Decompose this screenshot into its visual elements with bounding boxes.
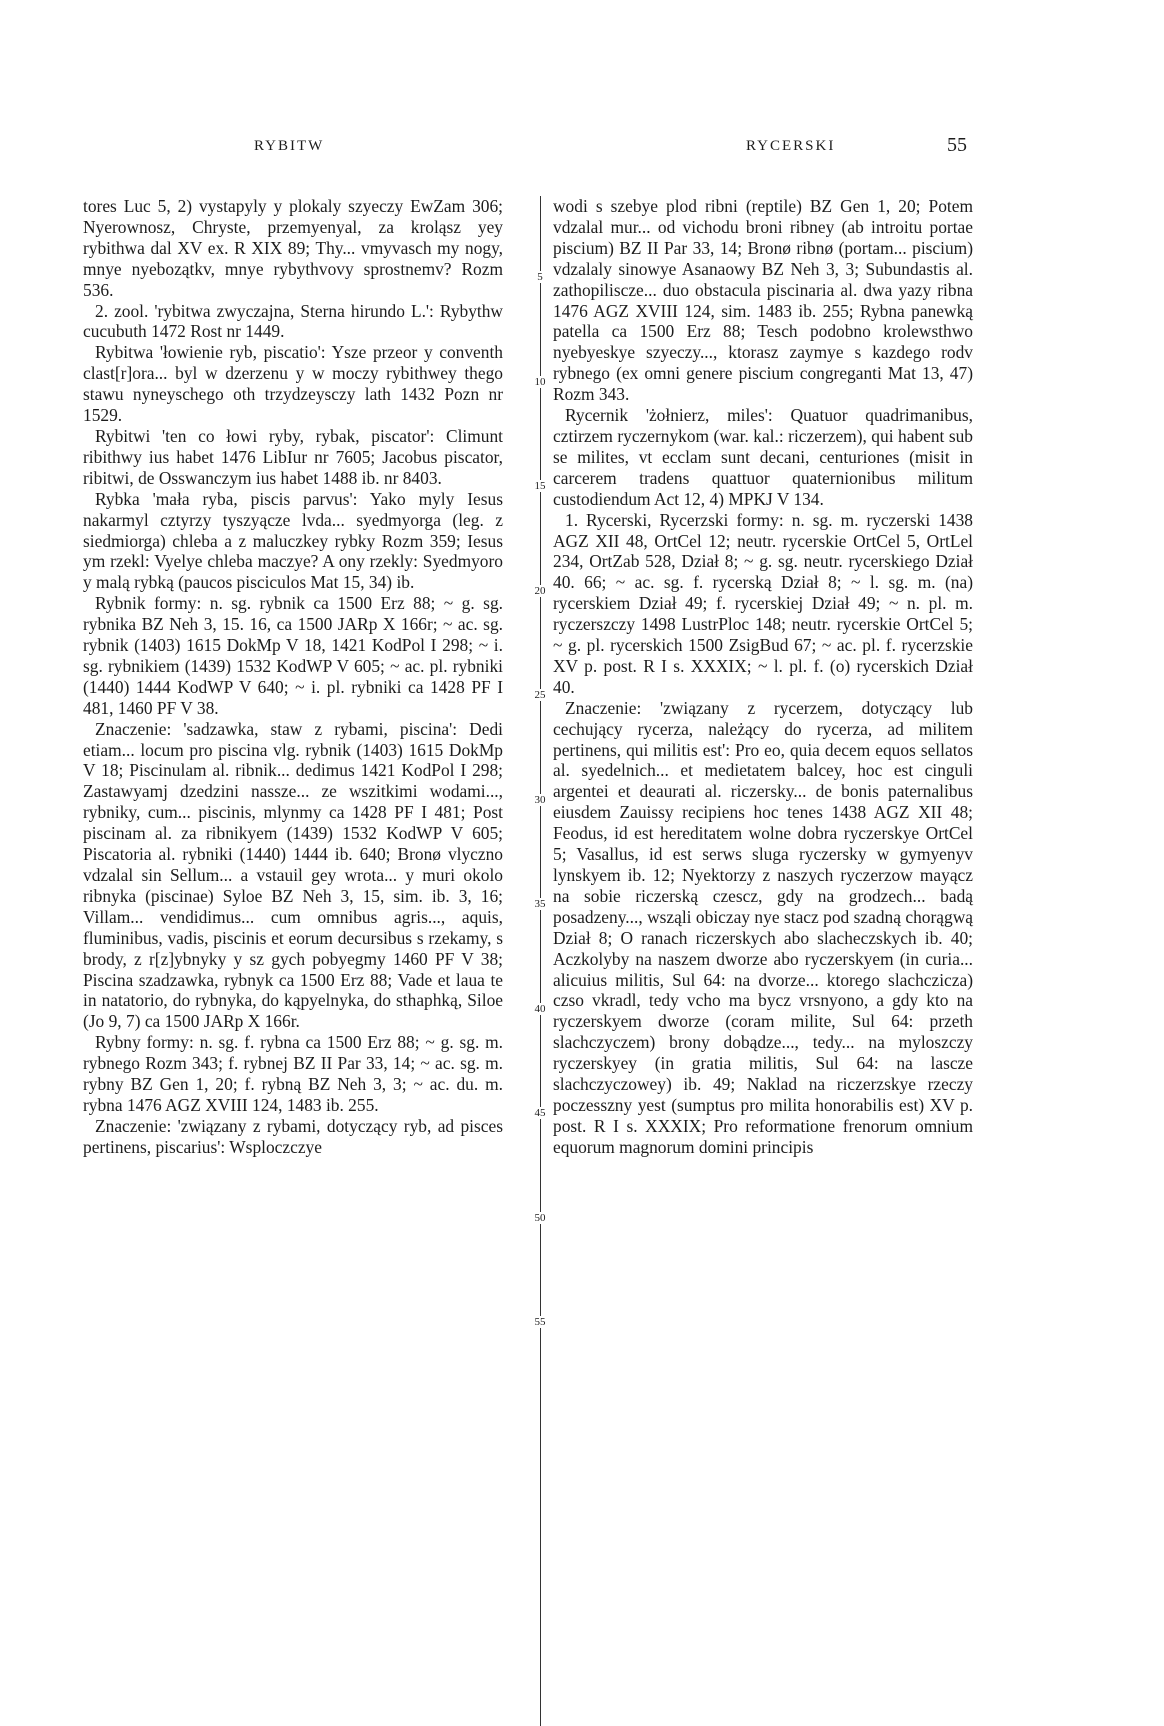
right-running-head: RYCERSKI <box>746 138 836 154</box>
column-rule <box>540 196 541 1726</box>
line-number-gutter <box>533 196 547 1726</box>
left-running-head: RYBITW <box>254 138 325 154</box>
line-number: 50 <box>530 1212 550 1224</box>
line-number: 55 <box>530 1316 550 1328</box>
line-number: 40 <box>530 1003 550 1015</box>
entry-rybka: Rybka 'mała ryba, piscis parvus': Yako myly Iesus nakarmyl cztyrzy tyszyącze lvda... syedmyorga (leg. z siedmiorga) chleba a z maluczkey rybky Rozm 359; Iesus ym rzekl: Vyelye chleba maczye? A ony rzekly: Syedmyoro y malą rybką (paucos pisciculos Mat 15, 34) ib. <box>83 488 503 593</box>
line-number: 25 <box>530 689 550 701</box>
entry-rycernik: Rycernik 'żołnierz, miles': Quatuor quadrimanibus, cztirzem ryczernykom (war. kal.: riczerzem), qui habent sub se milites, vt ecclam sunt decani, centuriones (misit in carcerem tradens quattuor quaternionibus militum custodiendum Act 12, 4) MPKJ V 134. <box>553 405 973 509</box>
entry-rybitwi: Rybitwi 'ten co łowi ryby, rybak, piscator': Climunt ribithwy ius habet 1476 LibIur nr 7605; Jacobus piscator, ribitwi, de Osswanczym ius habet 1488 ib. nr 8403. <box>83 425 503 488</box>
page-number: 55 <box>947 134 967 156</box>
line-number: 20 <box>530 585 550 597</box>
line-number: 35 <box>530 898 550 910</box>
entry-rybitw-sense-2: 2. zool. 'rybitwa zwyczajna, Sterna hirundo L.': Rybythw cucubuth 1472 Rost nr 1449. <box>83 300 503 342</box>
entry-rybny-forms: Rybny formy: n. sg. f. rybna ca 1500 Erz 88; ~ g. sg. m. rybnego Rozm 343; f. rybnej BZ II Par 33, 14; ~ ac. sg. m. rybny BZ Gen 1, 20; f. rybną BZ Neh 3, 3; ~ ac. du. m. rybna 1476 AGZ XVIII 124, 1483 ib. 255. <box>83 1032 503 1115</box>
running-header <box>0 134 1164 178</box>
entry-continuation: tores Luc 5, 2) vystapyly y plokaly szyeczy EwZam 306; Nyerownosz, Chryste, przemyenyal, za kroląsz yey rybithwa dal XV ex. R XIX 89; Thy... vmyvasch my nogy, mnye nyebozątkv, mnye rybythvovy sprostnemv? Rozm 536. <box>83 196 503 300</box>
left-column <box>83 196 503 1158</box>
entry-rybny-continuation: wodi s szebye plod ribni (reptile) BZ Gen 1, 20; Potem vdzalal mur... od vichodu broni ribney (ab introitu portae piscium) BZ II Par 33, 14; Bronø ribnø (portam... piscium) vdzalaly sinowye Asanaowy BZ Neh 3, 3; Subundastis al. zathopiliscze... duo obstacula piscinaria al. dwa yazy ribna 1476 AGZ XVIII 124, sim. 1483 ib. 255; Rybna panewką patella ca 1500 Erz 88; Tesch podobno krolewsthwo nyebyeskye szyeczy..., ktorasz zaymye s kazdego rodv rybnego (ex omni genere piscium congreganti Mat 13, 47) Rozm 343. <box>553 196 973 405</box>
line-number: 45 <box>530 1107 550 1119</box>
entry-rybitwa: Rybitwa 'łowienie ryb, piscatio': Ysze przeor y conventh clast[r]ora... byl w dzerzenu y w moczy rybithwey thego stawu nyneyschego oth trzydzeysczy lath 1432 Pozn nr 1529. <box>83 342 503 426</box>
entry-rycerski-forms: 1. Rycerski, Rycerzski formy: n. sg. m. ryczerski 1438 AGZ XII 48, OrtCel 12; neutr. rycerskie OrtCel 5, OrtLel 234, OrtZab 528, Dział 8; ~ g. sg. neutr. rycerskiego Dział 40. 66; ~ ac. sg. f. rycerską Dział 8; ~ l. sg. m. (na) rycerskiem Dział 49; f. rycerskiej Dział 49; ~ n. pl. m. ryczerszczy 1498 LustrPloc 148; neutr. rycerskie OrtCel 5; ~ g. pl. rycerskich 1500 ZsigBud 67; ~ ac. pl. f. rycerzskie XV p. post. R I s. XXXIX; ~ l. pl. f. (o) rycerskich Dział 40. <box>553 509 973 697</box>
entry-rycerski-meaning: Znaczenie: 'związany z rycerzem, dotyczący lub cechujący rycerza, należący do rycerza, ad militem pertinens, qui militis est': Pro eo, quia decem equos sellatos al. syedelnich... et medietatem balcey, hoc est cinguli argentei et deaurati al. riczersky... de bonis paternalibus eiusdem Zauissy recipiens hoc tenes 1438 AGZ XII 48; Feodus, id est hereditatem wolne dobra ryczerskye OrtCel 5; Vasallus, id est serws sluga ryczersky w gymyenyv lynskyem ib. 12; Nyektorzy z naszych ryczerzow mayącz na sobie riczerską czescz, gdy na grodzech... badą posadzeny..., wsząli obiczay nye stacz pod szadną chorągwą Dział 8; O ranach riczerskych abo slacheczskych ib. 40; Aczkolyby na naszem dworze abo ryczerskyem (in curia... alicuius militis, Sul 64: na dvorze... ktorego slachczicza) czso vkradl, tedy vcho ma bycz vrsnyono, a gdy kto na ryczerskyem dworze (coram milite, Sul 64: przeth slachczyczem) brony dobądze..., tedy... na myloszczy ryczerskyey (in gratia militis, Sul 64: na lascze slachczyczowey) ib. 49; Naklad na riczerzskye rzeczy poczesszny yest (sumptus pro milita honorabilis est) XV p. post. R I s. XXXIX; Pro reformatione frenorum omnium equorum magnorum domini principis <box>553 697 973 1157</box>
line-number: 10 <box>530 376 550 388</box>
line-number: 15 <box>530 480 550 492</box>
entry-rybnik-forms: Rybnik formy: n. sg. rybnik ca 1500 Erz 88; ~ g. sg. rybnika BZ Neh 3, 15. 16, ca 1500 JARp X 166r; ~ ac. sg. rybnik (1403) 1615 DokMp V 18, 1421 KodPol I 298; ~ i. sg. rybnikiem (1439) 1532 KodWP V 605; ~ ac. pl. rybniki (1440) 1444 KodWP V 640; ~ i. pl. rybniki ca 1428 PF I 481, 1460 PF V 38. <box>83 593 503 718</box>
line-number: 30 <box>530 794 550 806</box>
entry-rybnik-meaning: Znaczenie: 'sadzawka, staw z rybami, piscina': Dedi etiam... locum pro piscina vlg. rybnik (1403) 1615 DokMp V 18; Piscinulam al. ribnik... dedimus 1421 KodPol I 298; Zastawyamj dzedzini nassze... ze wszitkimi wodami..., rybniky, cum... piscinis, mlynmy ca 1428 PF I 481; Post piscinam al. za ribnikyem (1439) 1532 KodWP V 605; Piscatoria al. rybniki (1440) 1444 ib. 640; Bronø vlyczno vdzalal sin Sellum... a vstauil gey wrota... y muri okolo ribnyka (piscinae) Syloe BZ Neh 3, 15, sim. ib. 3, 16; Villam... vendidimus... cum omnibus agris..., aquis, fluminibus, vadis, piscinis et eorum decursibus s rzekamy, s brody, z r[z]ybnyky y sz gych pobyegmy 1460 PF V 38; Piscina szadzawka, rybnyk ca 1500 Erz 88; Vade et laua te in natatorio, do rybnyka, do kąpyelnyka, do sthaphką, Siloe (Jo 9, 7) ca 1500 JARp X 166r. <box>83 718 503 1032</box>
right-column <box>553 196 973 1158</box>
line-number: 5 <box>530 271 550 283</box>
entry-rybny-meaning: Znaczenie: 'związany z rybami, dotyczący ryb, ad pisces pertinens, piscarius': Wsploczczye <box>83 1115 503 1157</box>
